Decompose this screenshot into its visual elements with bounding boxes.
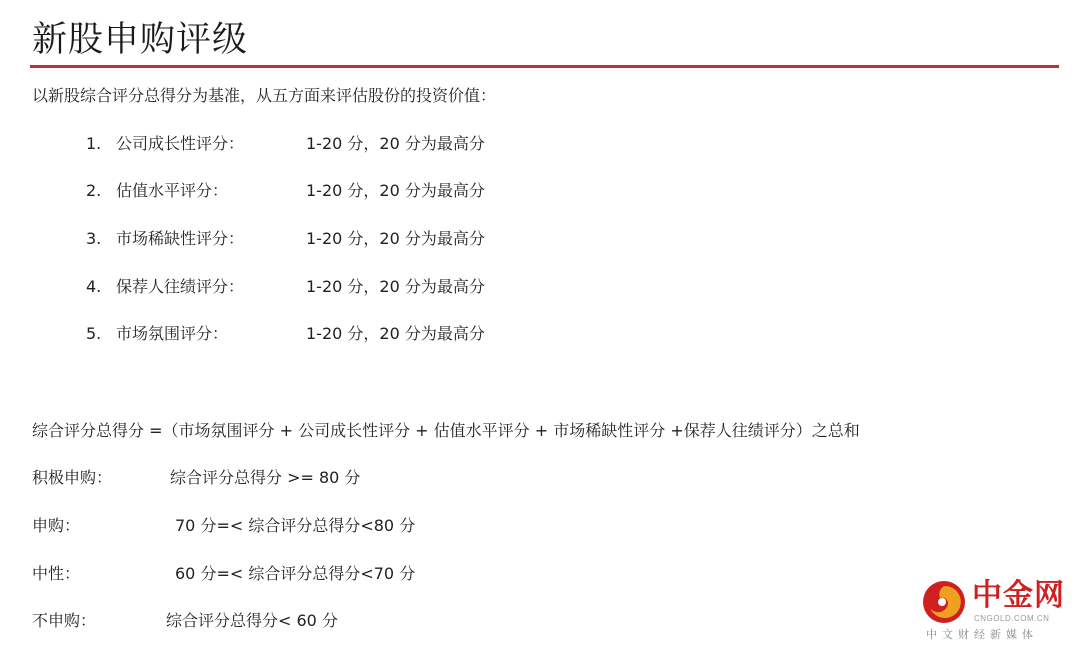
criterion-label: 市场稀缺性评分： [116,229,245,248]
criterion-value: 1-20 分，20 分为最高分 [306,134,485,153]
criterion-number: 5. [86,324,102,343]
rating-rule: 综合评分总得分< 60 分 [166,611,338,630]
logo-name: 中金网 [972,578,1065,613]
rating-label: 中性： [32,564,81,583]
criterion-number: 4. [86,277,102,296]
title-underline [30,65,1059,68]
page-title: 新股申购评级 [32,20,249,60]
criterion-value: 1-20 分，20 分为最高分 [306,324,485,343]
criterion-label: 保荐人往绩评分： [116,277,245,296]
criterion-label: 市场氛围评分： [116,324,229,343]
criterion-label: 估值水平评分： [116,181,229,200]
criterion-label: 公司成长性评分： [116,134,245,153]
logo-tagline: 中文财经新媒体 [926,628,1038,641]
rating-label: 积极申购： [32,468,113,487]
cngold-swirl-icon [922,580,966,624]
rating-label: 不申购： [32,611,97,630]
criterion-value: 1-20 分，20 分为最高分 [306,277,485,296]
rating-rule: 60 分=< 综合评分总得分<70 分 [175,564,416,583]
criterion-number: 2. [86,181,102,200]
rating-rule: 综合评分总得分 >= 80 分 [170,468,361,487]
criterion-number: 1. [86,134,102,153]
criterion-number: 3. [86,229,102,248]
rating-rule: 70 分=< 综合评分总得分<80 分 [175,516,416,535]
criterion-value: 1-20 分，20 分为最高分 [306,181,485,200]
cngold-logo [922,578,1072,644]
formula-text: 综合评分总得分 =（市场氛围评分 + 公司成长性评分 + 估值水平评分 + 市场稀缺性评分 +保荐人往绩评分）之总和 [32,421,860,440]
criterion-value: 1-20 分，20 分为最高分 [306,229,485,248]
intro-text: 以新股综合评分总得分为基准，从五方面来评估股份的投资价值： [32,86,497,105]
logo-domain: CNGOLD.COM.CN [974,614,1050,623]
rating-label: 申购： [32,516,81,535]
